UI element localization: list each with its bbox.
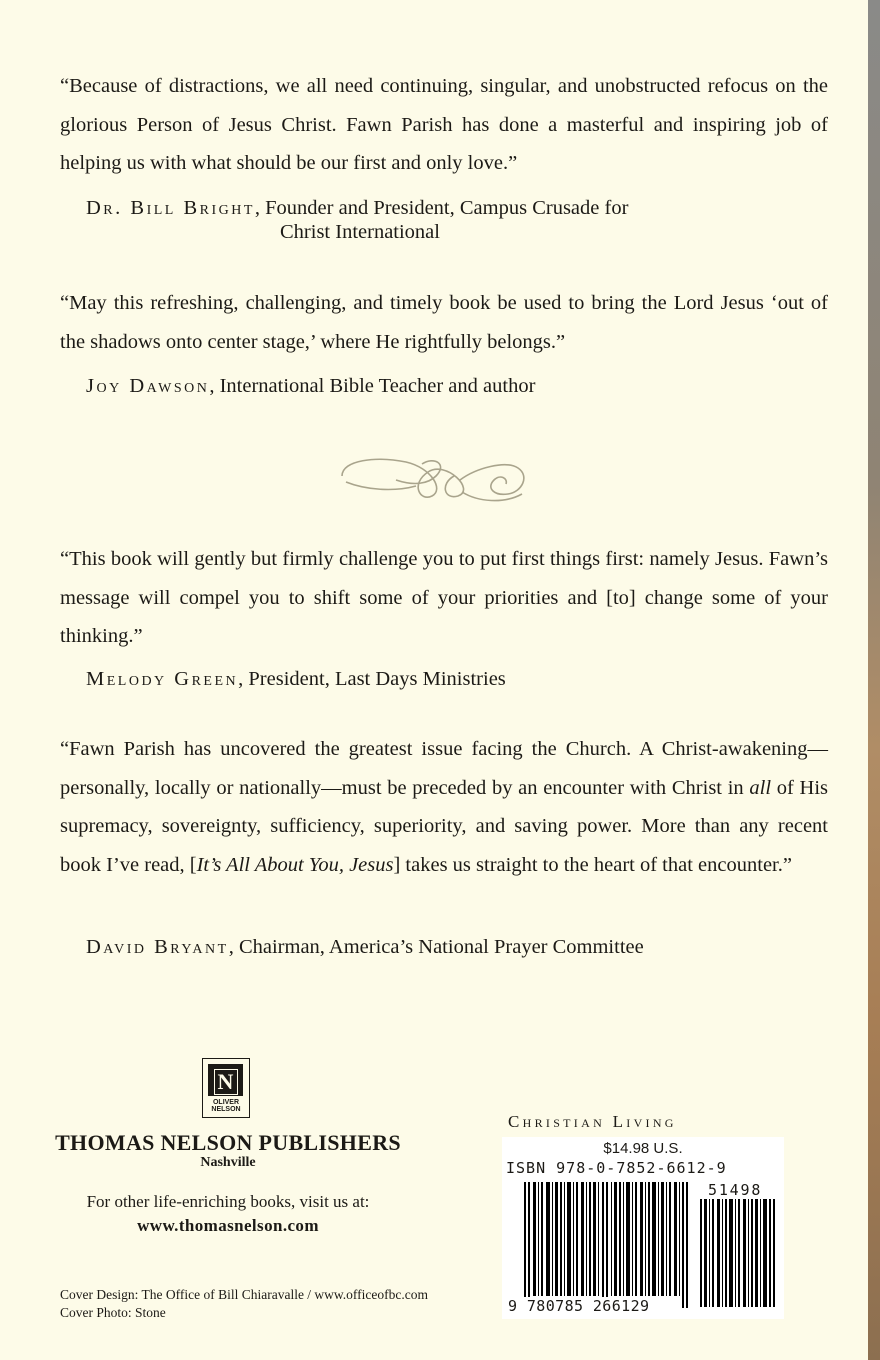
publisher-logo-letter: N [214,1069,238,1095]
endorser-name-2: Joy Dawson [86,375,210,397]
endorser-title-2: International Bible Teacher and author [219,375,536,397]
endorser-name-4: David Bryant [86,936,229,958]
endorser-title-1: Founder and President, Campus Crusade for [265,197,629,219]
barcode-box [502,1137,784,1319]
ean-digits: 9 780785 266129 [508,1297,650,1315]
endorser-title-3: President, Last Days Ministries [248,668,506,690]
endorsement-quote-1: “Because of distractions, we all need continuing, singular, and unobstructed refocus on the glorious Person of Jesus Christ. Fawn Parish has done a masterful and inspiring job of helping us with what should be our first and only love.” [60,75,828,174]
publisher-name: THOMAS NELSON PUBLISHERS [55,1130,401,1155]
endorsement-attribution-4: David Bryant, Chairman, America’s National Prayer Committee [86,936,644,958]
endorsement-quote-4 [60,730,828,884]
ean-barcode [522,1182,692,1308]
endorsement-quote-3: “This book will gently but firmly challenge you to put first things first: namely Jesus. Fawn’s message will compel you to shift some of your priorities and [to] change some of your thinking.” [60,548,828,647]
publisher-city: Nashville [200,1155,256,1170]
category-label: Christian Living [508,1112,677,1131]
publisher-logo-mark [208,1064,243,1096]
endorser-name-3: Melody Green [86,668,239,690]
cover-design-credit: Cover Design: The Office of Bill Chiaravalle / www.officeofbc.com [60,1287,429,1302]
flourish-ornament [336,446,528,508]
endorsement-quote-4-part3: ] takes us straight to the heart of that encounter.” [393,853,792,876]
endorsement-attribution-3: Melody Green, President, Last Days Ministries [86,668,506,690]
endorsement-attribution-1: Dr. Bill Bright, Founder and President, Campus Crusade for Christ International [86,197,629,243]
price-addon-code: 51498 [708,1181,763,1199]
price-label: $14.98 U.S. [603,1140,683,1157]
endorsement-attribution-2: Joy Dawson, International Bible Teacher and author [86,375,536,397]
endorsement-quote-4-book-title: It’s All About You, Jesus [196,853,394,876]
price-addon-barcode [698,1199,778,1307]
endorser-name-1: Dr. Bill Bright [86,197,255,219]
endorsement-quote-4-part1: “Fawn Parish has uncovered the greatest issue facing the Church. A Christ-awakening—personally, locally or nationally—must be preceded by an encounter with Christ in [60,738,828,799]
visit-text: For other life-enriching books, visit us at: [86,1192,370,1211]
publisher-logo-line1: OLIVER [212,1099,240,1106]
isbn-label: ISBN 978-0-7852-6612-9 [506,1159,727,1177]
endorsement-quote-2: “May this refreshing, challenging, and timely book be used to bring the Lord Jesus ‘out of the shadows onto center stage,’ where He rightfully belongs.” [60,292,828,353]
endorser-title-4: Chairman, America’s National Prayer Committee [238,936,644,958]
publisher-logo-line2: NELSON [211,1106,241,1113]
publisher-url: www.thomasnelson.com [137,1216,319,1235]
endorsement-quote-4-part2: of His supremacy, sovereignty, sufficiency, superiority, and saving power. More than any recent book I’ve read, [ [60,776,828,876]
cover-photo-credit: Cover Photo: Stone [60,1305,166,1320]
publisher-logo [202,1058,250,1118]
endorsement-quote-4-emphasis: all [749,776,772,799]
spine-edge-photo [868,0,880,1360]
endorser-title-1-cont: Christ International [280,221,440,243]
